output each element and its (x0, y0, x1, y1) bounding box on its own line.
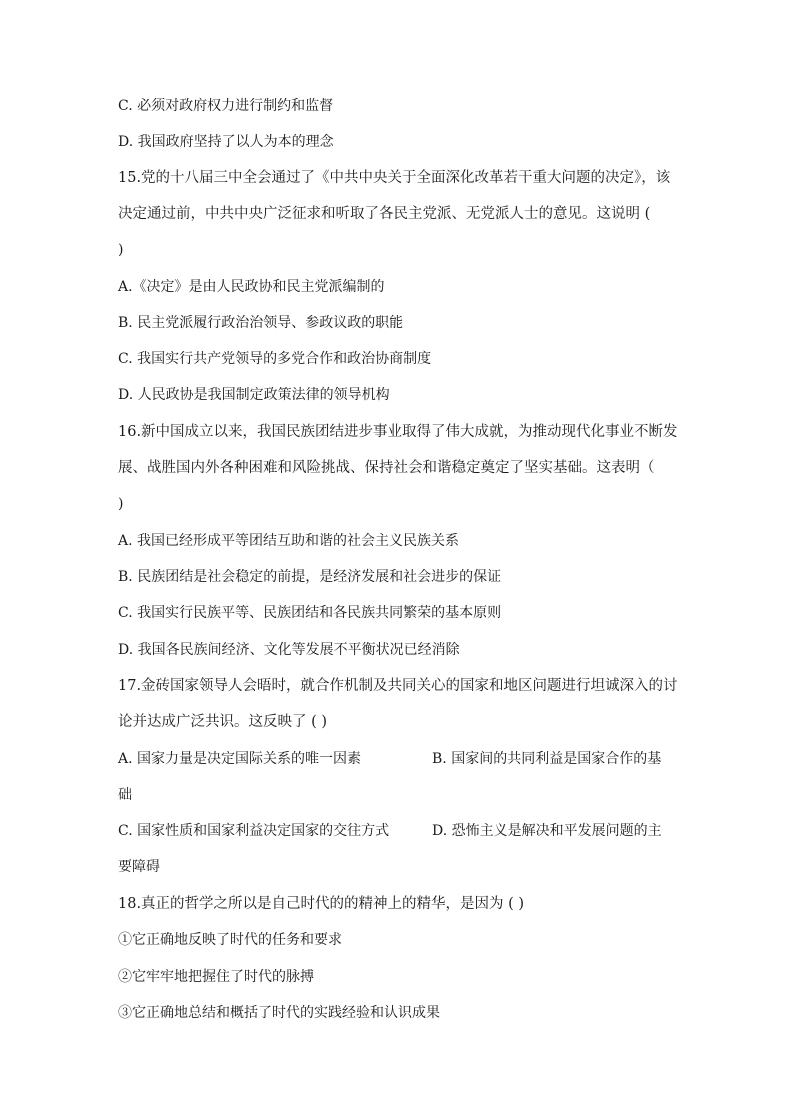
q18-item-1: ①它正确地反映了时代的任务和要求 (118, 932, 342, 948)
q14-option-c: C. 必须对政府权力进行制约和监督 (118, 98, 334, 114)
q17-option-b-continued: 础 (118, 787, 132, 803)
q17-stem-line-1: 17.金砖国家领导人会晤时，就合作机制及共同关心的国家和地区问题进行坦诚深入的讨 (118, 678, 678, 694)
q17-option-d: D. 恐怖主义是解决和平发展问题的主 (432, 823, 662, 839)
q17-option-c: C. 国家性质和国家利益决定国家的交往方式 (118, 823, 390, 839)
q15-stem-line-2: 决定通过前，中共中央广泛征求和听取了各民主党派、无党派人士的意见。这说明 ( (118, 206, 651, 222)
q15-option-a: A.《决定》是由人民政协和民主党派编制的 (118, 279, 385, 295)
q15-option-d: D. 人民政协是我国制定政策法律的领导机构 (118, 387, 390, 403)
q16-stem-line-2: 展、战胜国内外各种困难和风险挑战、保持社会和谐稳定奠定了坚实基础。这表明（ (118, 460, 655, 476)
q16-stem-line-3: ) (118, 496, 124, 512)
q14-option-d: D. 我国政府坚持了以人为本的理念 (118, 134, 334, 150)
q18-item-2: ②它牢牢地把握住了时代的脉搏 (118, 969, 314, 985)
q17-option-b: B. 国家间的共同利益是国家合作的基 (432, 751, 662, 767)
q16-option-c: C. 我国实行民族平等、民族团结和各民族共同繁荣的基本原则 (118, 605, 502, 621)
q15-option-c: C. 我国实行共产党领导的多党合作和政治协商制度 (118, 351, 432, 367)
q17-stem-line-2: 论并达成广泛共识。这反映了 ( ) (118, 714, 328, 730)
q18-stem: 18.真正的哲学之所以是自己时代的的精神上的精华，是因为 ( ) (118, 896, 525, 912)
q17-option-d-continued: 要障碍 (118, 859, 160, 875)
q16-option-b: B. 民族团结是社会稳定的前提，是经济发展和社会进步的保证 (118, 569, 502, 585)
q16-stem-line-1: 16.新中国成立以来，我国民族团结进步事业取得了伟大成就，为推动现代化事业不断发 (118, 424, 678, 440)
q18-item-3: ③它正确地总结和概括了时代的实践经验和认识成果 (118, 1005, 440, 1021)
q16-option-a: A. 我国已经形成平等团结互助和谐的社会主义民族关系 (118, 533, 460, 549)
q15-stem-line-3: ) (118, 242, 124, 258)
q15-option-b: B. 民主党派履行政治治领导、参政议政的职能 (118, 315, 404, 331)
q15-stem-line-1: 15.党的十八届三中全会通过了《中共中央关于全面深化改革若干重大问题的决定》，该 (118, 170, 671, 186)
q16-option-d: D. 我国各民族间经济、文化等发展不平衡状况已经消除 (118, 642, 460, 658)
q17-option-a: A. 国家力量是决定国际关系的唯一因素 (118, 751, 362, 767)
